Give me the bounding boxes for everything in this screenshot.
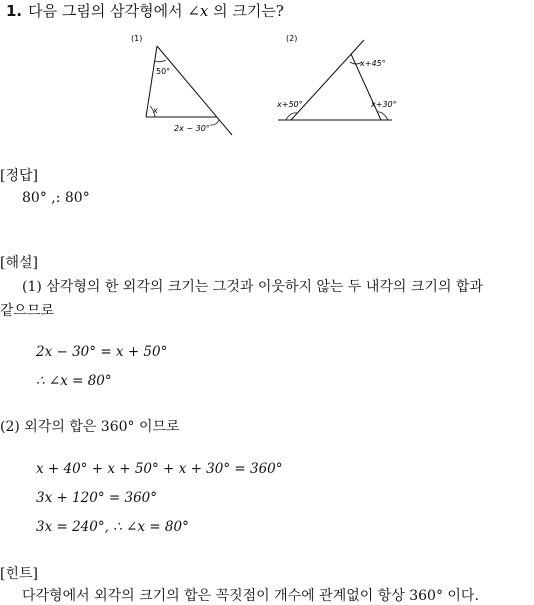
figure-2-label: (2): [286, 34, 298, 43]
answer-label: [정답]: [0, 168, 38, 184]
figure-2-angle-right: x+30°: [371, 100, 397, 109]
explanation-p1-line1: (1) 삼각형의 한 외각의 크기는 그것과 이웃하지 않는 두 내각의 크기의 합과: [22, 279, 483, 295]
hint-text: 다각형에서 외각의 크기의 합은 꼭짓점이 개수에 관계없이 항상 360° 이다.: [22, 588, 479, 604]
figure-1-exterior-arc: [210, 120, 219, 125]
figure-2-angle-left: x+50°: [277, 100, 303, 109]
equation-3: x + 40° + x + 50° + x + 30° = 360°: [36, 461, 283, 477]
question-text-after: 의 크기는?: [208, 2, 284, 20]
figure-1-label: (1): [131, 34, 143, 43]
explanation-p2: (2) 외각의 합은 360° 이므로: [0, 419, 180, 435]
answer-value: 80° ,: 80°: [22, 190, 90, 206]
figure-1-right-side-extended: [157, 46, 232, 135]
equation-2: ∴ ∠x = 80°: [36, 373, 112, 389]
equation-1: 2x − 30° = x + 50°: [36, 344, 168, 360]
figure-1-angle-top: 50°: [156, 67, 171, 76]
equation-5: 3x = 240°, ∴ ∠x = 80°: [36, 519, 189, 535]
figure-1-angle-x: x: [153, 106, 158, 115]
figure-1-top-arc: [155, 60, 166, 62]
explanation-label: [해설]: [0, 255, 38, 271]
question-number: 1.: [6, 2, 23, 20]
hint-label: [힌트]: [0, 566, 38, 582]
figure-1-angle-exterior: 2x − 30°: [174, 124, 210, 133]
explanation-p1-line2: 같으므로: [0, 303, 55, 319]
figure-2: [276, 34, 397, 120]
question-text-before: 다음 그림의 삼각형에서: [28, 2, 188, 20]
equation-4: 3x + 120° = 360°: [36, 490, 158, 506]
figure-1: [131, 34, 232, 135]
figure-2-angle-top: x+45°: [360, 59, 386, 68]
question-angle-var: ∠x: [187, 2, 209, 20]
